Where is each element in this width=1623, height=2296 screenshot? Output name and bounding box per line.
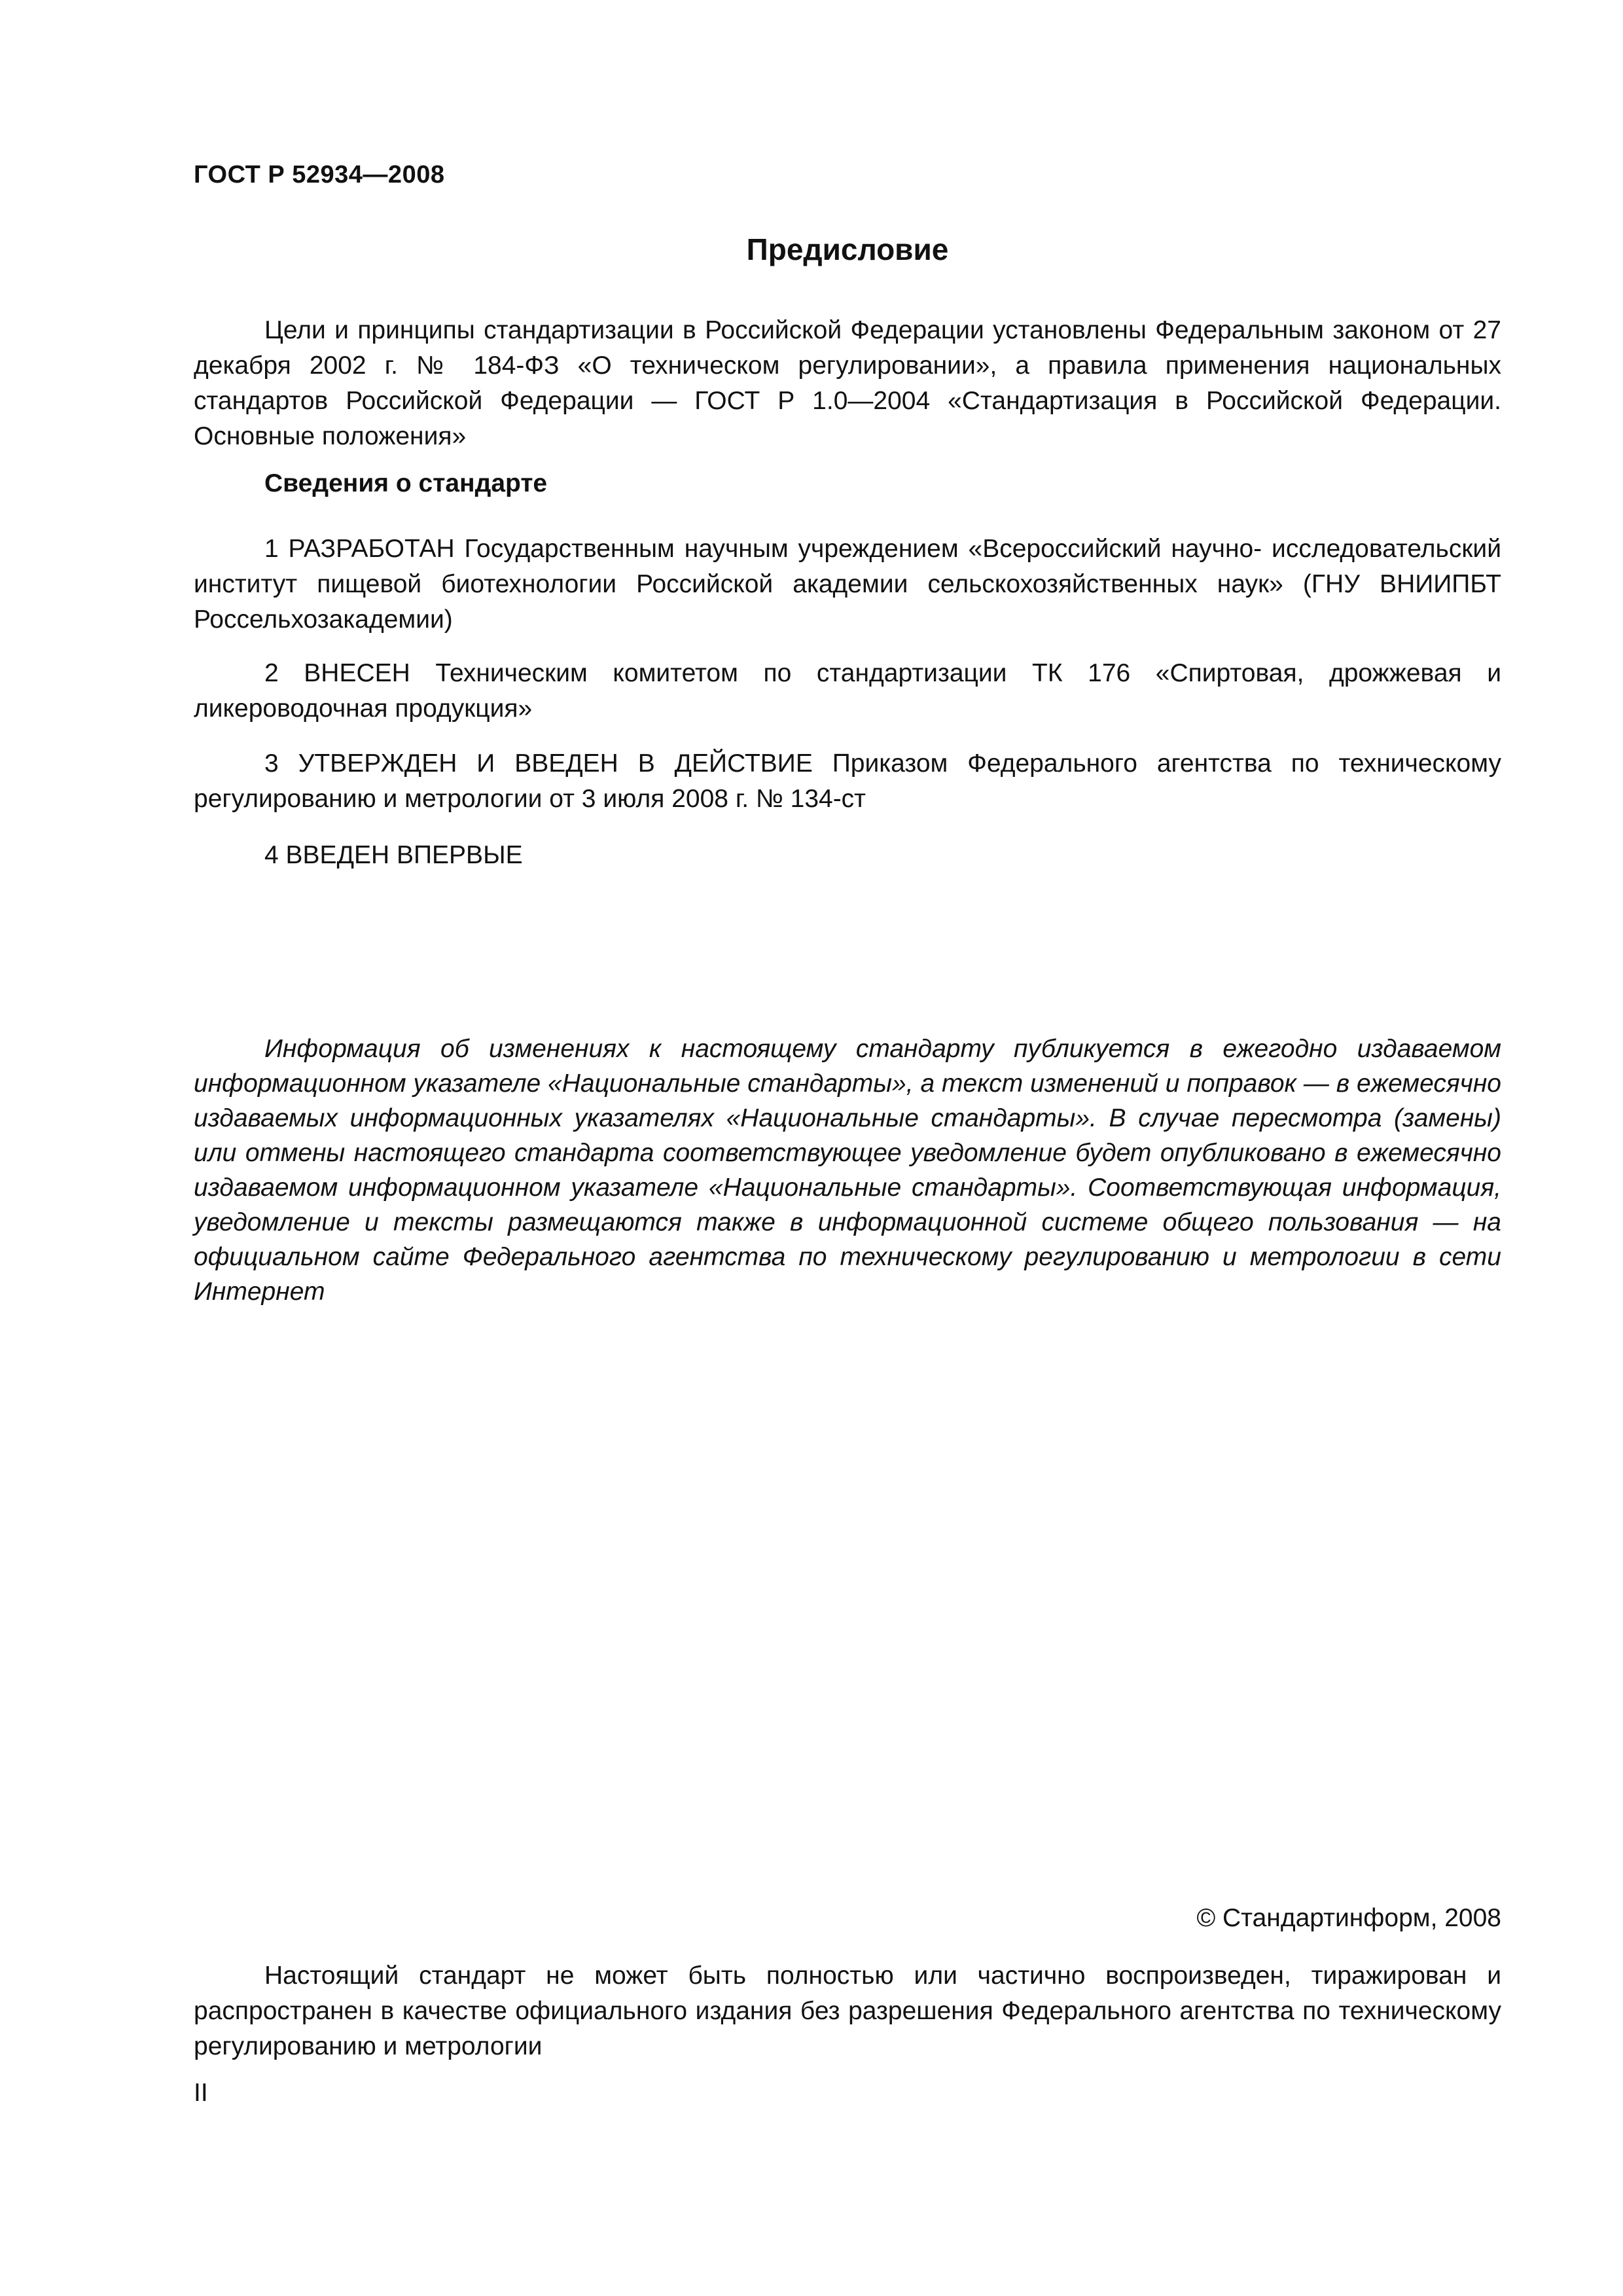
page-title: Предисловие <box>746 232 949 266</box>
item-approved: 3 УТВЕРЖДЕН И ВВЕДЕН В ДЕЙСТВИЕ Приказом Федерального агентства по техническому регулированию и метрологии от 3 июля 2008 г. № 134-ст <box>194 749 1501 813</box>
item-first-introduced: 4 ВВЕДЕН ВПЕРВЫЕ <box>264 841 523 869</box>
item-submitted: 2 ВНЕСЕН Техническим комитетом по стандартизации ТК 176 «Спиртовая, дрожжевая и ликероводочная продукция» <box>194 659 1501 723</box>
reproduction-notice: Настоящий стандарт не может быть полностью или частично воспроизведен, тиражирован и распространен в качестве официального издания без разрешения Федерального агентства по техническому регулированию и метрологии <box>194 1962 1501 2060</box>
item-developed: 1 РАЗРАБОТАН Государственным научным учреждением «Всероссийский научно- исследовательский институт пищевой биотехнологии Российской академии сельскохозяйственных наук» (ГНУ ВНИИПБТ Россельхозакадемии) <box>194 535 1501 634</box>
intro-paragraph: Цели и принципы стандартизации в Российской Федерации установлены Федеральным законом от 27 декабря 2002 г. № 184-ФЗ «О техническом регулировании», а правила применения национальных стандартов Российской Федерации — ГОСТ Р 1.0—2004 «Стандартизация в Российской Федерации. Основные положения» <box>194 316 1501 450</box>
info-notice: Информация об изменениях к настоящему стандарту публикуется в ежегодно издаваемом информационном указателе «Национальные стандарты», а текст изменений и поправок — в ежемесячно издаваемых информационных указателях «Национальные стандарты». В случае пересмотра (замены) или отмены настоящего стандарта соответствующее уведомление будет опубликовано в ежемесячно издаваемом информационном указателе «Национальные стандарты». Соответствующая информация, уведомление и тексты размещаются также в информационной системе общего пользования — на официальном сайте Федерального агентства по техническому регулированию и метрологии в сети Интернет <box>194 1035 1501 1306</box>
copyright: © Стандартинформ, 2008 <box>1196 1904 1501 1932</box>
page-number: II <box>194 2079 208 2107</box>
section-title: Сведения о стандарте <box>264 469 548 497</box>
document-header: ГОСТ Р 52934—2008 <box>194 161 445 188</box>
